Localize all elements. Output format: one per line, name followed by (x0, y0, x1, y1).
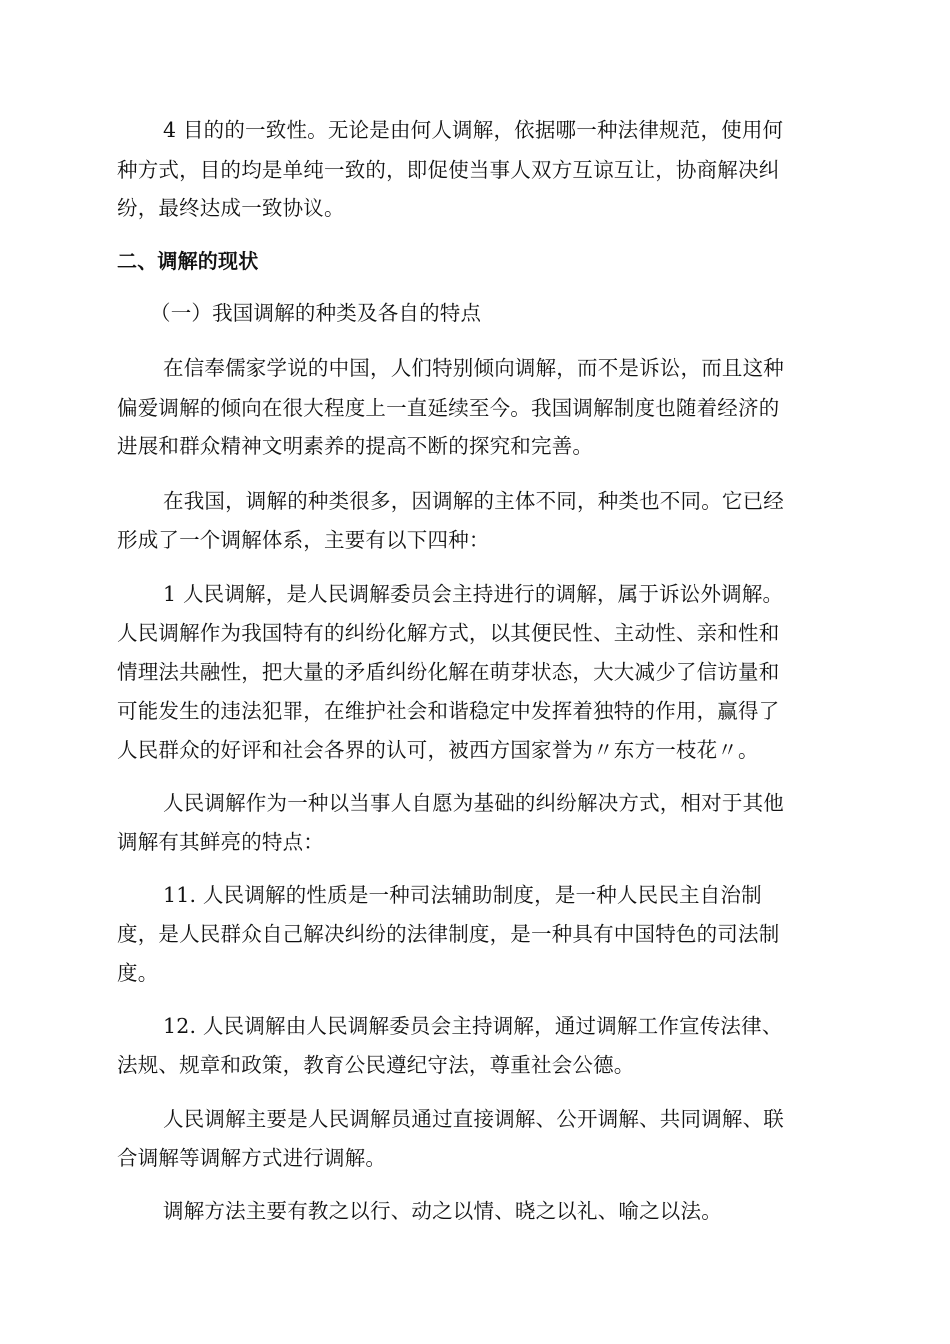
paragraph-line: 4 目的的一致性。无论是由何人调解，依据哪一种法律规范，使用何 (163, 118, 784, 142)
paragraph-line: 人民群众的好评和社会各界的认可，被西方国家誉为〃东方一枝花〃。 (117, 738, 759, 762)
paragraph-line: 度。 (117, 961, 159, 985)
paragraph-line: 11. 人民调解的性质是一种司法辅助制度，是一种人民民主自治制 (163, 883, 762, 907)
section-heading: 二、调解的现状 (117, 249, 259, 273)
paragraph-line: 情理法共融性，把大量的矛盾纠纷化解在萌芽状态，大大减少了信访量和 (117, 660, 780, 684)
paragraph-line: 人民调解作为一种以当事人自愿为基础的纠纷解决方式，相对于其他 (163, 791, 784, 815)
paragraph-line: 合调解等调解方式进行调解。 (117, 1146, 387, 1170)
paragraph-line: 调解有其鲜亮的特点： (117, 830, 324, 854)
paragraph-line: 法规、规章和政策，教育公民遵纪守法，尊重社会公德。 (117, 1053, 635, 1077)
paragraph-line: 调解方法主要有教之以行、动之以情、晓之以礼、喻之以法。 (163, 1199, 722, 1223)
paragraph-line: 度，是人民群众自己解决纠纷的法律制度，是一种具有中国特色的司法制 (117, 922, 780, 946)
paragraph-line: 偏爱调解的倾向在很大程度上一直延续至今。我国调解制度也随着经济的 (117, 396, 780, 420)
paragraph-line: 在我国，调解的种类很多，因调解的主体不同，种类也不同。它已经 (163, 489, 784, 513)
paragraph-line: 纷，最终达成一致协议。 (117, 196, 345, 220)
paragraph-line: 12. 人民调解由人民调解委员会主持调解，通过调解工作宣传法律、 (163, 1014, 783, 1038)
paragraph-line: 人民调解主要是人民调解员通过直接调解、公开调解、共同调解、联 (163, 1107, 784, 1131)
paragraph-line: 在信奉儒家学说的中国，人们特别倾向调解，而不是诉讼，而且这种 (163, 356, 784, 380)
paragraph-line: 可能发生的违法犯罪，在维护社会和谐稳定中发挥着独特的作用，赢得了 (117, 699, 780, 723)
paragraph-line: 种方式，目的均是单纯一致的，即促使当事人双方互谅互让，协商解决纠 (117, 158, 780, 182)
paragraph-line: 人民调解作为我国特有的纠纷化解方式，以其便民性、主动性、亲和性和 (117, 621, 780, 645)
paragraph-line: 1 人民调解，是人民调解委员会主持进行的调解，属于诉讼外调解。 (163, 582, 784, 606)
paragraph-line: 形成了一个调解体系，主要有以下四种： (117, 528, 490, 552)
paragraph-line: 进展和群众精神文明素养的提高不断的探究和完善。 (117, 434, 594, 458)
subsection-heading: （一）我国调解的种类及各自的特点 (150, 301, 482, 325)
